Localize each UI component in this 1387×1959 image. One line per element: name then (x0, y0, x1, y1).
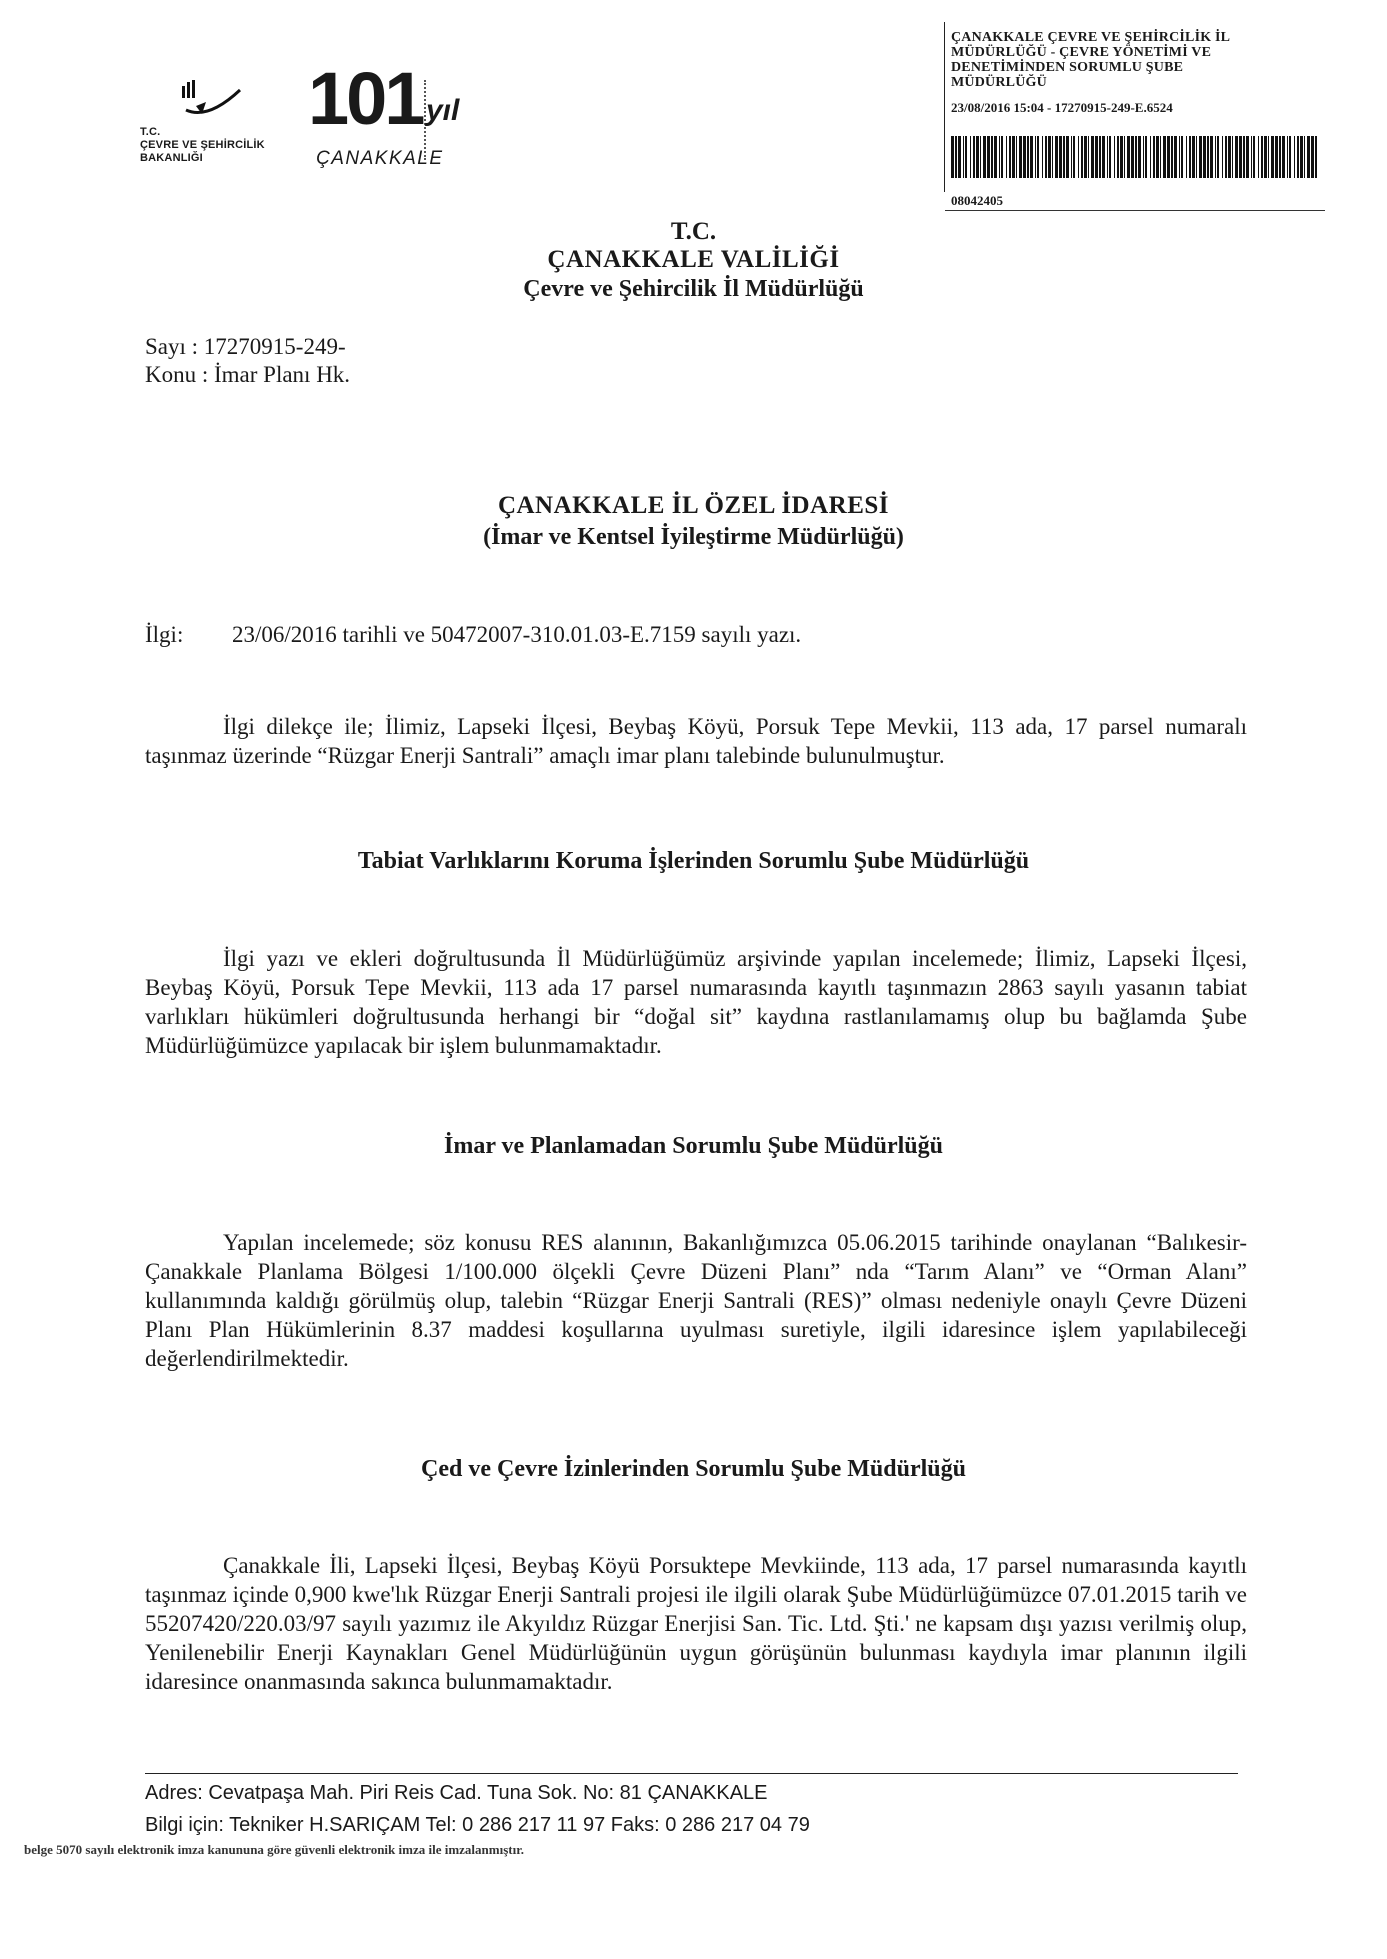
anniversary-suffix: yıl (426, 94, 460, 127)
body-paragraph: İlgi yazı ve ekleri doğrultusunda İl Müdürlüğümüz arşivinde yapılan incelemede; İlimiz, Lapseki İlçesi, Beybaş Köyü, Porsuk Tepe Mevkii, 113 ada 17 parsel numarasında kayıtlı taşınmazın 2863 sayılı yasanın tabiat varlıkları hükümleri doğrultusunda herhangi bir “doğal sit” kaydına rastlanılamamış olup bu bağlamda Şube Müdürlüğümüzce yapılacak bir işlem bulunmamaktadır. (145, 946, 1247, 1058)
reference-text: 23/06/2016 tarihli ve 50472007-310.01.03-E.7159 sayılı yazı. (232, 622, 802, 647)
footer-address: Adres: Cevatpaşa Mah. Piri Reis Cad. Tuna Sok. No: 81 ÇANAKKALE (145, 1782, 768, 1804)
section-heading: Çed ve Çevre İzinlerinden Sorumlu Şube Müdürlüğü (421, 1456, 966, 1482)
reference-label: İlgi: (145, 622, 184, 647)
ministry-logo-line: BAKANLIĞI (140, 152, 203, 164)
addressee-department: (İmar ve Kentsel İyileştirme Müdürlüğü) (483, 524, 904, 550)
ministry-logo-line: ÇEVRE VE ŞEHİRCİLİK (140, 139, 265, 151)
section-heading: İmar ve Planlamadan Sorumlu Şube Müdürlüğü (444, 1133, 943, 1159)
barcode-icon (951, 136, 1319, 178)
stamp-code: 08042405 (951, 193, 1003, 208)
stamp-line: MÜDÜRLÜĞÜ (951, 75, 1047, 90)
body-paragraph: İlgi dilekçe ile; İlimiz, Lapseki İlçesi, Beybaş Köyü, Porsuk Tepe Mevkii, 113 ada, 17 parsel numaralı taşınmaz üzerinde “Rüzgar Enerji Santrali” amaçlı imar planı talebinde bulunulmuştur. (145, 714, 1247, 768)
registration-stamp (944, 22, 1325, 208)
body-paragraph: Yapılan incelemede; söz konusu RES alanının, Bakanlığımızca 05.06.2015 tarihinde onaylanan “Balıkesir-Çanakkale Planlama Bölgesi 1/100.000 ölçekli Çevre Düzeni Planı” nda “Tarım Alanı” ve “Orman Alanı” kullanımında kaldığı görülmüş olup, talebin “Rüzgar Enerji Santrali (RES)” olması nedeniyle onaylı Çevre Düzeni Planı Plan Hükümlerinin 8.37 maddesi koşullarına uyulması suretiyle, ilgili idaresince işlem yapılabileceği değerlendirilmektedir. (145, 1230, 1247, 1371)
addressee-name: ÇANAKKALE İL ÖZEL İDARESİ (497, 492, 890, 519)
anniversary-city: ÇANAKKALE (316, 148, 444, 169)
ministry-logo-line: T.C. (140, 126, 161, 138)
footer-esign-note: belge 5070 sayılı elektronik imza kanununa göre güvenli elektronik imza ile imzalanmıştır. (24, 1842, 525, 1857)
stamp-line: MÜDÜRLÜĞÜ - ÇEVRE YÖNETİMİ VE (951, 45, 1212, 60)
ministry-logo (138, 72, 298, 182)
footer-contact: Bilgi için: Tekniker H.SARIÇAM Tel: 0 286 217 11 97 Faks: 0 286 217 04 79 (145, 1814, 810, 1836)
anniversary-logo (308, 57, 468, 182)
ministry-emblem-icon (176, 72, 246, 124)
stamp-line: DENETİMİNDEN SORUMLU ŞUBE (951, 60, 1184, 75)
footer-divider (145, 1773, 1238, 1774)
header-mudurluk: Çevre ve Şehircilik İl Müdürlüğü (523, 276, 864, 302)
header-tc: T.C. (670, 218, 717, 245)
stamp-datetime: 23/08/2016 15:04 - 17270915-249-E.6524 (951, 100, 1173, 115)
divider (945, 210, 1325, 211)
stamp-line: ÇANAKKALE ÇEVRE VE ŞEHİRCİLİK İL (951, 30, 1231, 45)
body-paragraph: Çanakkale İli, Lapseki İlçesi, Beybaş Köyü Porsuktepe Mevkiinde, 113 ada, 17 parsel numarasında kayıtlı taşınmaz içinde 0,900 kwe'lık Rüzgar Enerji Santrali projesi ile ilgili olarak Şube Müdürlüğümüzce 07.01.2015 tarih ve 55207420/220.03/97 sayılı yazımız ile Akyıldız Rüzgar Enerjisi San. Tic. Ltd. Şti.' ne kapsam dışı yazısı verilmiş olup, Yenilenebilir Enerji Kaynakları Genel Müdürlüğünün uygun görüşünün bulunması kaydıyla imar planının ilgili idaresince onanmasında sakınca bulunmamaktadır. (145, 1553, 1247, 1694)
document-subject: Konu : İmar Planı Hk. (145, 362, 351, 387)
header-valilik: ÇANAKKALE VALİLİĞİ (547, 246, 840, 273)
section-heading: Tabiat Varlıklarını Koruma İşlerinden Sorumlu Şube Müdürlüğü (357, 848, 1030, 874)
document-number: Sayı : 17270915-249- (145, 334, 346, 359)
anniversary-number: 101 (308, 57, 423, 140)
